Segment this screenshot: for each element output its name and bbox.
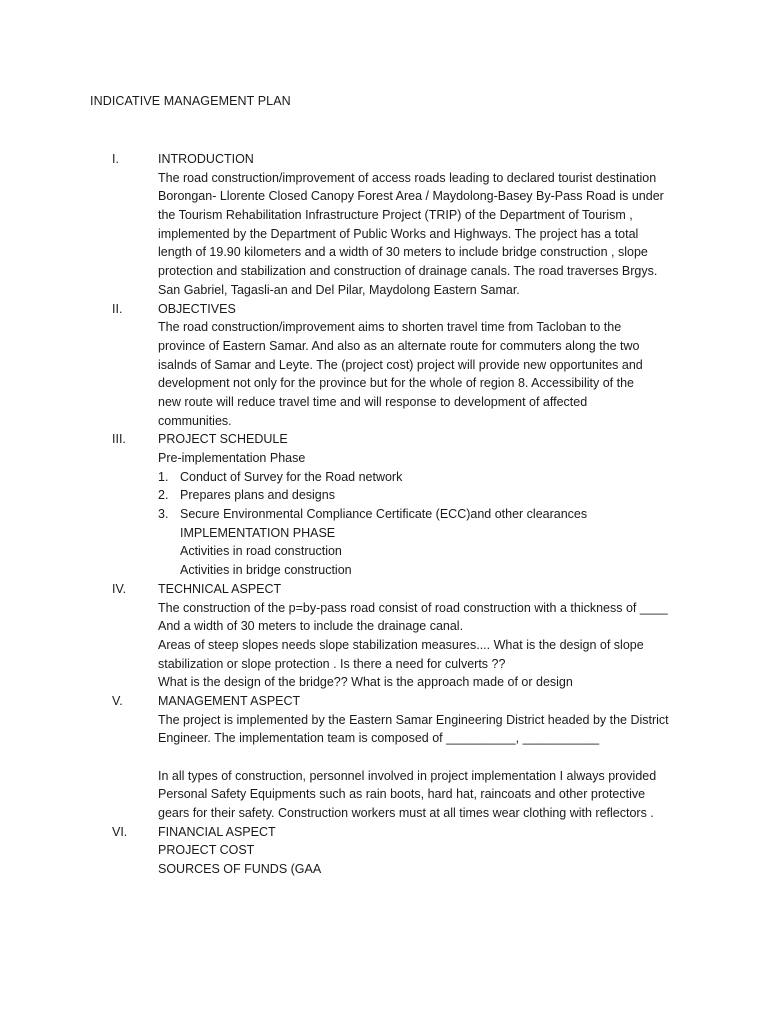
- paragraph-line: In all types of construction, personnel involved in project implementation I always provided: [158, 768, 657, 783]
- list-item: [158, 486, 688, 505]
- section-number: III.: [112, 432, 126, 447]
- phase-label: Pre-implementation Phase: [158, 451, 306, 465]
- section-project-schedule: [0, 430, 768, 580]
- section-heading: PROJECT SCHEDULE: [158, 432, 288, 447]
- section-number: II.: [112, 301, 123, 316]
- section-number: VI.: [112, 824, 128, 839]
- paragraph-line: Areas of steep slopes needs slope stabilization measures.... What is the design of slope: [158, 637, 644, 652]
- paragraph-line: The project is implemented by the Eastern Samar Engineering District headed by the District: [158, 712, 669, 727]
- section-number: V.: [112, 693, 123, 708]
- paragraph-line: new route will reduce travel time and will response to development of affected: [158, 394, 588, 409]
- section-financial-aspect: [0, 823, 768, 879]
- list-item-text: Conduct of Survey for the Road network: [180, 469, 403, 484]
- paragraph-line: protection and stabilization and construction of drainage canals. The road traverses Brgys.: [158, 264, 658, 279]
- paragraph-line: What is the design of the bridge?? What is the approach made of or design: [158, 675, 573, 690]
- list-item-text: Prepares plans and designs: [180, 488, 335, 503]
- paragraph-line: And a width of 30 meters to include the drainage canal.: [158, 619, 464, 634]
- paragraph-line: SOURCES OF FUNDS (GAA: [158, 862, 322, 877]
- section-number: IV.: [112, 581, 127, 596]
- list-item-text: Secure Environmental Compliance Certificate (ECC)and other clearances: [180, 507, 588, 522]
- paragraph-gap: [158, 748, 688, 767]
- section-technical-aspect: [0, 580, 768, 692]
- list-item: [158, 505, 688, 524]
- paragraph-line: communities.: [158, 413, 232, 428]
- paragraph-line: Engineer. The implementation team is composed of __________, ___________: [158, 731, 600, 746]
- paragraph-line: isalnds of Samar and Leyte. The (project cost) project will provide new opportunites and: [158, 357, 643, 372]
- section-heading: FINANCIAL ASPECT: [158, 824, 276, 839]
- list-item-number: 1.: [158, 469, 169, 484]
- activity-line: Activities in road construction: [180, 544, 342, 559]
- section-introduction: [0, 150, 768, 300]
- section-objectives: [0, 300, 768, 431]
- paragraph-line: development not only for the province but for the whole of region 8. Accessibility of the: [158, 376, 634, 391]
- section-heading: MANAGEMENT ASPECT: [158, 693, 301, 708]
- section-heading: INTRODUCTION: [158, 152, 254, 166]
- phase-label: IMPLEMENTATION PHASE: [180, 525, 336, 540]
- paragraph-line: The road construction/improvement of access roads leading to declared tourist destination: [158, 170, 657, 185]
- paragraph-line: Borongan- Llorente Closed Canopy Forest Area / Maydolong-Basey By-Pass Road is under: [158, 189, 664, 204]
- paragraph-line: Personal Safety Equipments such as rain boots, hard hat, raincoats and other protective: [158, 787, 646, 802]
- list-item-number: 3.: [158, 507, 169, 522]
- paragraph-line: length of 19.90 kilometers and a width of 30 meters to include bridge construction , slope: [158, 245, 648, 260]
- paragraph-line: province of Eastern Samar. And also as an alternate route for commuters along the two: [158, 338, 640, 353]
- section-management-aspect: [0, 692, 768, 823]
- section-heading: TECHNICAL ASPECT: [158, 581, 282, 596]
- numbered-list: [158, 468, 688, 524]
- section-heading: OBJECTIVES: [158, 301, 236, 316]
- list-item-number: 2.: [158, 488, 169, 503]
- activity-line: Activities in bridge construction: [180, 563, 352, 578]
- paragraph-line: PROJECT COST: [158, 843, 255, 858]
- document-body: [0, 150, 768, 879]
- paragraph-line: The road construction/improvement aims to shorten travel time from Tacloban to the: [158, 320, 622, 335]
- paragraph-line: The construction of the p=by-pass road consist of road construction with a thickness of ____: [158, 600, 668, 615]
- paragraph-line: the Tourism Rehabilitation Infrastructure Project (TRIP) of the Department of Tourism ,: [158, 208, 633, 223]
- paragraph-line: stabilization or slope protection . Is there a need for culverts ??: [158, 656, 506, 671]
- document-title: INDICATIVE MANAGEMENT PLAN: [90, 94, 291, 108]
- section-number: I.: [112, 152, 119, 166]
- paragraph-line: San Gabriel, Tagasli-an and Del Pilar, Maydolong Eastern Samar.: [158, 282, 520, 297]
- paragraph-line: gears for their safety. Construction workers must at all times wear clothing with reflectors .: [158, 806, 654, 821]
- paragraph-line: implemented by the Department of Public Works and Highways. The project has a total: [158, 226, 639, 241]
- list-item: [158, 468, 688, 487]
